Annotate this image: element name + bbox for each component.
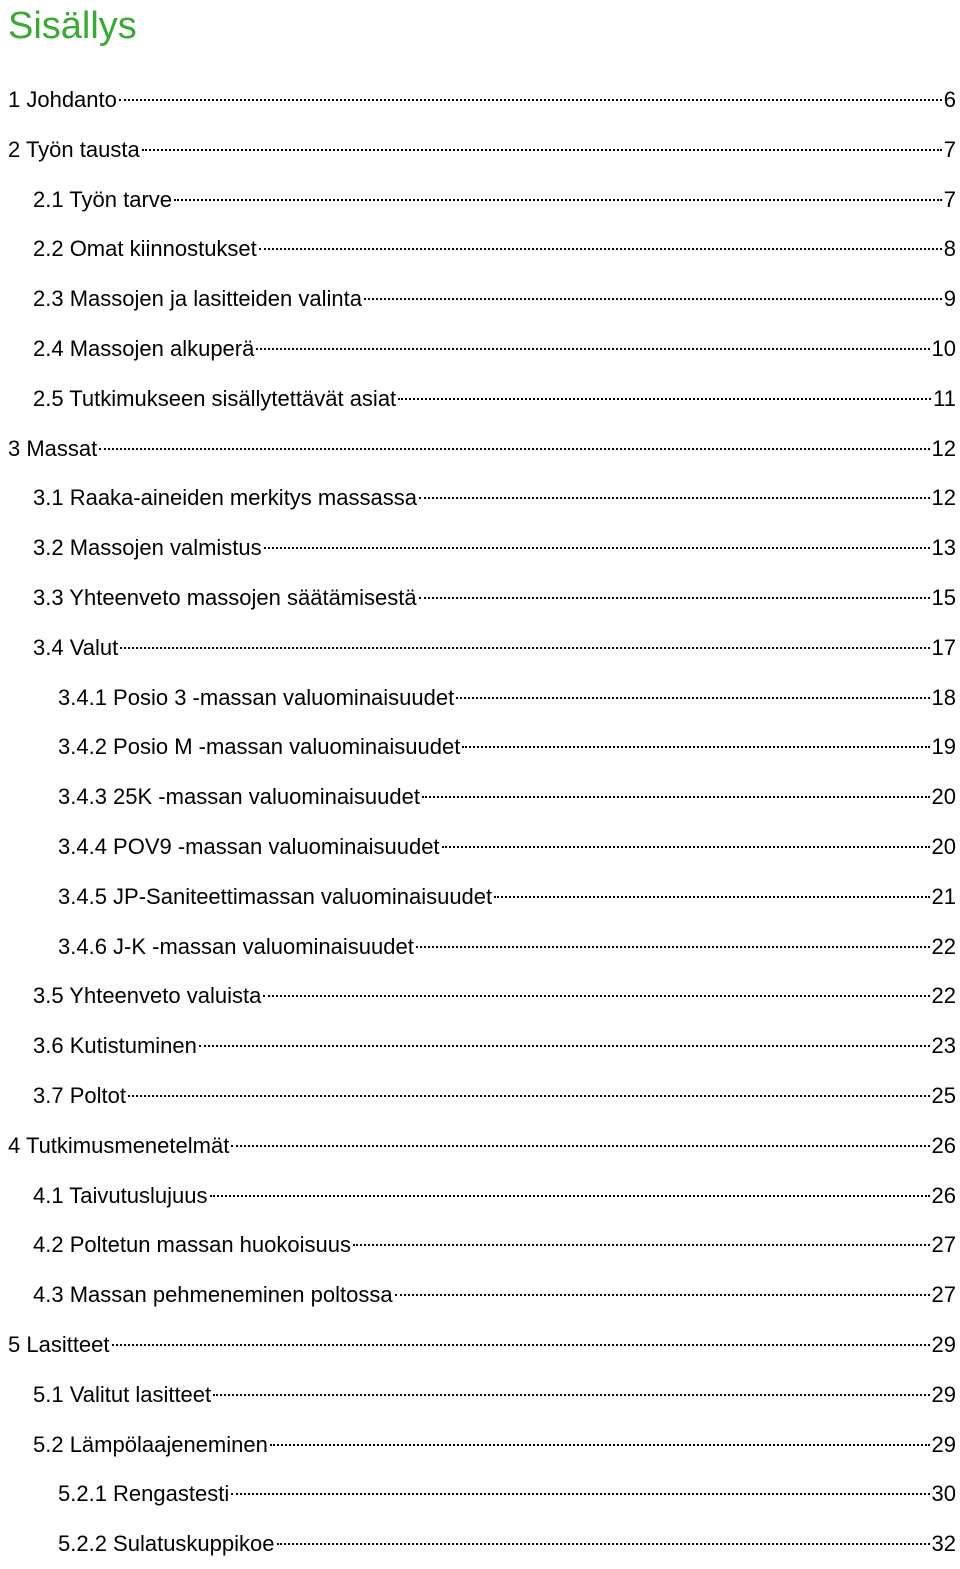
toc-entry-label: 3.4.6 J-K -massan valuominaisuudet: [58, 933, 414, 959]
toc-dot-leader: [256, 348, 929, 350]
toc-entry-label: 3.3 Yhteenveto massojen säätämisestä: [33, 584, 417, 610]
table-of-contents: [0, 75, 960, 1569]
toc-page-number: 22: [931, 933, 956, 959]
toc-page-number: 11: [933, 385, 956, 411]
toc-entry[interactable]: [0, 722, 960, 772]
toc-dot-leader: [364, 298, 942, 300]
toc-entry-label: 2.2 Omat kiinnostukset: [33, 236, 257, 262]
toc-entry[interactable]: [0, 1370, 960, 1420]
toc-dot-leader: [398, 398, 931, 400]
toc-dot-leader: [99, 448, 929, 450]
toc-page-number: 29: [931, 1431, 956, 1457]
toc-entry[interactable]: [0, 1071, 960, 1121]
toc-entry[interactable]: [0, 473, 960, 523]
toc-entry-label: 4.3 Massan pehmeneminen poltossa: [33, 1282, 393, 1308]
toc-entry[interactable]: [0, 623, 960, 673]
toc-page-number: 30: [931, 1481, 956, 1507]
toc-entry[interactable]: [0, 1021, 960, 1071]
toc-dot-leader: [494, 896, 929, 898]
toc-page-number: 8: [943, 236, 956, 262]
toc-entry[interactable]: [0, 175, 960, 225]
toc-dot-leader: [213, 1394, 929, 1396]
toc-entry[interactable]: [0, 324, 960, 374]
toc-dot-leader: [112, 1344, 930, 1346]
toc-entry-label: 3.4.5 JP-Saniteettimassan valuominaisuudet: [58, 883, 493, 909]
toc-dot-leader: [263, 995, 929, 997]
toc-entry[interactable]: [0, 424, 960, 474]
toc-page-number: 7: [943, 136, 956, 162]
toc-entry-label: 2.5 Tutkimukseen sisällytettävät asiat: [33, 385, 397, 411]
toc-entry[interactable]: [0, 1519, 960, 1569]
toc-entry-label: 2.4 Massojen alkuperä: [33, 335, 255, 361]
toc-entry-label: 3.4.3 25K -massan valuominaisuudet: [58, 784, 420, 810]
toc-dot-leader: [419, 597, 930, 599]
toc-page-number: 29: [931, 1331, 956, 1357]
toc-page-number: 20: [931, 833, 956, 859]
toc-entry[interactable]: [0, 1121, 960, 1171]
toc-dot-leader: [456, 697, 929, 699]
toc-entry-label: 4.1 Taivutuslujuus: [33, 1182, 208, 1208]
toc-page-number: 26: [931, 1182, 956, 1208]
toc-entry-label: 3.1 Raaka-aineiden merkitys massassa: [33, 485, 417, 511]
toc-dot-leader: [277, 1543, 930, 1545]
toc-entry[interactable]: [0, 1220, 960, 1270]
toc-entry-label: 3.4 Valut: [33, 634, 119, 660]
toc-entry[interactable]: [0, 125, 960, 175]
toc-page-number: 23: [931, 1033, 956, 1059]
toc-entry[interactable]: [0, 922, 960, 972]
toc-entry[interactable]: [0, 1420, 960, 1470]
toc-entry[interactable]: [0, 1171, 960, 1221]
toc-entry-label: 3.4.4 POV9 -massan valuominaisuudet: [58, 833, 440, 859]
toc-entry[interactable]: [0, 822, 960, 872]
toc-page-number: 12: [931, 485, 956, 511]
toc-entry[interactable]: [0, 1320, 960, 1370]
toc-entry[interactable]: [0, 573, 960, 623]
toc-page-number: 12: [931, 435, 956, 461]
toc-entry[interactable]: [0, 971, 960, 1021]
toc-entry[interactable]: [0, 75, 960, 125]
toc-entry[interactable]: [0, 374, 960, 424]
toc-dot-leader: [264, 547, 930, 549]
toc-dot-leader: [395, 1294, 930, 1296]
toc-entry[interactable]: [0, 1270, 960, 1320]
toc-page-number: 27: [931, 1282, 956, 1308]
toc-entry-label: 5 Lasitteet: [8, 1331, 110, 1357]
toc-entry-label: 3.4.2 Posio M -massan valuominaisuudet: [58, 734, 461, 760]
toc-page-number: 17: [931, 634, 956, 660]
toc-page-number: 32: [931, 1531, 956, 1557]
toc-entry[interactable]: [0, 673, 960, 723]
toc-entry[interactable]: [0, 274, 960, 324]
toc-entry-label: 4.2 Poltetun massan huokoisuus: [33, 1232, 351, 1258]
toc-dot-leader: [174, 199, 942, 201]
toc-entry[interactable]: [0, 872, 960, 922]
toc-page-number: 29: [931, 1381, 956, 1407]
toc-entry-label: 3.4.1 Posio 3 -massan valuominaisuudet: [58, 684, 455, 710]
toc-entry-label: 2 Työn tausta: [8, 136, 140, 162]
toc-dot-leader: [199, 1045, 930, 1047]
toc-dot-leader: [353, 1244, 930, 1246]
toc-dot-leader: [128, 1095, 930, 1097]
toc-entry[interactable]: [0, 1469, 960, 1519]
toc-page-number: 6: [943, 87, 956, 112]
toc-dot-leader: [419, 497, 930, 499]
toc-entry-label: 3.7 Poltot: [33, 1082, 126, 1108]
toc-page-number: 13: [931, 535, 956, 561]
toc-entry-label: 5.2.2 Sulatuskuppikoe: [58, 1531, 275, 1557]
toc-entry-label: 3.2 Massojen valmistus: [33, 535, 262, 561]
toc-entry-label: 2.3 Massojen ja lasitteiden valinta: [33, 286, 362, 312]
toc-page-number: 15: [931, 584, 956, 610]
toc-dot-leader: [231, 1493, 929, 1495]
toc-dot-leader: [142, 149, 942, 151]
toc-page-number: 27: [931, 1232, 956, 1258]
toc-dot-leader: [119, 99, 942, 101]
toc-dot-leader: [422, 796, 930, 798]
toc-page-number: 18: [931, 684, 956, 710]
toc-page-number: 19: [931, 734, 956, 760]
toc-entry-label: 2.1 Työn tarve: [33, 186, 173, 212]
toc-dot-leader: [442, 846, 930, 848]
toc-entry-label: 1 Johdanto: [8, 87, 117, 112]
toc-entry[interactable]: [0, 523, 960, 573]
toc-dot-leader: [462, 746, 929, 748]
toc-entry-label: 4 Tutkimusmenetelmät: [8, 1132, 230, 1158]
toc-dot-leader: [259, 248, 942, 250]
toc-dot-leader: [270, 1444, 930, 1446]
toc-entry-label: 5.2 Lämpölaajeneminen: [33, 1431, 268, 1457]
toc-dot-leader: [416, 946, 930, 948]
toc-dot-leader: [210, 1195, 930, 1197]
toc-entry[interactable]: [0, 224, 960, 274]
toc-page-number: 9: [943, 286, 956, 312]
toc-page-number: 26: [931, 1132, 956, 1158]
toc-dot-leader: [120, 647, 929, 649]
toc-page-number: 21: [931, 883, 956, 909]
toc-entry[interactable]: [0, 772, 960, 822]
toc-entry-label: 3 Massat: [8, 435, 98, 461]
toc-page-number: 22: [931, 983, 956, 1009]
page-title: Sisällys: [8, 5, 137, 47]
toc-page-number: 10: [931, 335, 956, 361]
toc-page-number: 7: [943, 186, 956, 212]
toc-entry-label: 3.5 Yhteenveto valuista: [33, 983, 262, 1009]
toc-page-number: 25: [931, 1082, 956, 1108]
toc-dot-leader: [231, 1145, 929, 1147]
toc-entry-label: 3.6 Kutistuminen: [33, 1033, 197, 1059]
toc-entry-label: 5.2.1 Rengastesti: [58, 1481, 230, 1507]
toc-entry-label: 5.1 Valitut lasitteet: [33, 1381, 212, 1407]
toc-page-number: 20: [931, 784, 956, 810]
